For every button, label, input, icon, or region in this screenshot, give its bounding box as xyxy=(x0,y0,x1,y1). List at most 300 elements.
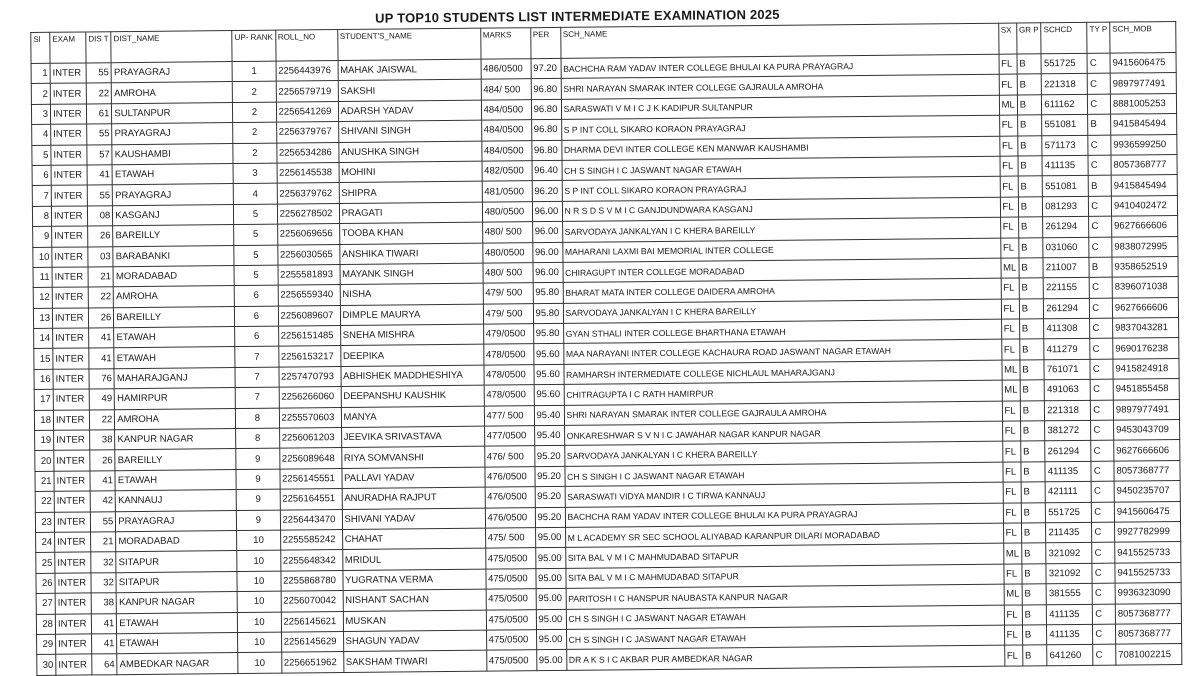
cell-marks: 484/0500 xyxy=(481,120,531,141)
cell-per: 95.60 xyxy=(533,344,563,365)
cell-grp: B xyxy=(1017,74,1042,95)
cell-sch-mob: 8057368777 xyxy=(1111,154,1177,175)
cell-per: 95.40 xyxy=(534,405,564,426)
cell-up-rank: 10 xyxy=(238,632,281,653)
cell-per: 96.40 xyxy=(532,160,562,181)
cell-roll-no: 2256151485 xyxy=(278,326,340,347)
cell-sch-mob: 7081002215 xyxy=(1116,644,1182,665)
cell-per: 95.80 xyxy=(533,323,563,344)
cell-dist: 55 xyxy=(90,511,116,532)
cell-typ: C xyxy=(1088,94,1111,115)
cell-dist: 76 xyxy=(89,369,115,390)
cell-marks: 476/0500 xyxy=(485,507,535,528)
cell-sch-name: SARASWATI VIDYA MANDIR I C TIRWA KANNAUJ xyxy=(565,482,1003,507)
cell-up-rank: 3 xyxy=(233,163,276,184)
cell-per: 95.80 xyxy=(533,283,563,304)
cell-student-name: ABHISHEK MADDHESHIYA xyxy=(341,365,484,387)
cell-dist-name: MORADABAD xyxy=(116,531,237,553)
cell-sch-mob: 9627666606 xyxy=(1114,440,1180,461)
cell-marks: 479/ 500 xyxy=(483,303,533,324)
cell-roll-no: 2256070042 xyxy=(281,591,343,612)
cell-schcd: 221155 xyxy=(1043,278,1089,299)
cell-sx: ML xyxy=(999,95,1017,116)
cell-student-name: NISHA xyxy=(340,283,483,305)
cell-sch-name: SARVODAYA JANKALYAN I C KHERA BAREILLY xyxy=(562,217,1000,242)
cell-roll-no: 2256145551 xyxy=(280,468,342,489)
cell-exam: INTER xyxy=(52,308,88,329)
header-roll-no: ROLL_NO xyxy=(275,30,337,62)
cell-sch-name: BHARAT MATA INTER COLLEGE DAIDERA AMROHA xyxy=(563,278,1001,303)
cell-grp: B xyxy=(1019,339,1044,360)
cell-sch-name: BACHCHA RAM YADAV INTER COLLEGE BHULAI KA PURA PRAYAGRAJ xyxy=(561,54,999,79)
cell-sch-mob: 8057368777 xyxy=(1115,623,1181,644)
cell-sl: 2 xyxy=(31,84,50,105)
cell-student-name: SAKSHAM TIWARI xyxy=(343,650,486,672)
cell-student-name: SHIPRA xyxy=(339,182,482,204)
cell-dist: 32 xyxy=(91,572,117,593)
cell-up-rank: 6 xyxy=(235,326,278,347)
cell-typ: C xyxy=(1088,74,1111,95)
cell-grp: B xyxy=(1020,360,1045,381)
cell-grp: B xyxy=(1020,421,1045,442)
cell-sch-mob: 9690176238 xyxy=(1113,338,1179,359)
cell-dist-name: PRAYAGRAJ xyxy=(111,62,232,84)
cell-sx: FL xyxy=(1002,401,1020,422)
cell-schcd: 411308 xyxy=(1044,318,1090,339)
cell-grp: B xyxy=(1018,176,1043,197)
cell-typ: C xyxy=(1090,359,1113,380)
cell-sx: FL xyxy=(1000,217,1018,238)
cell-dist-name: BAREILLY xyxy=(113,225,234,247)
cell-typ: C xyxy=(1091,441,1114,462)
cell-schcd: 381272 xyxy=(1045,420,1091,441)
cell-typ: C xyxy=(1093,644,1116,665)
cell-dist: 38 xyxy=(91,593,117,614)
cell-schcd: 411135 xyxy=(1042,155,1088,176)
cell-up-rank: 8 xyxy=(236,428,279,449)
cell-exam: INTER xyxy=(56,654,92,675)
cell-sch-mob: 9453043709 xyxy=(1113,420,1179,441)
cell-up-rank: 6 xyxy=(235,285,278,306)
cell-typ: C xyxy=(1089,237,1112,258)
cell-dist: 03 xyxy=(88,246,114,267)
cell-marks: 479/0500 xyxy=(483,324,533,345)
cell-up-rank: 2 xyxy=(233,143,276,164)
cell-grp: B xyxy=(1022,604,1047,625)
cell-sx: FL xyxy=(1001,339,1019,360)
cell-schcd: 551081 xyxy=(1042,115,1088,136)
cell-sch-name: CHITRAGUPTA I C RATH HAMIRPUR xyxy=(564,380,1002,405)
cell-roll-no: 2256145538 xyxy=(277,162,339,183)
cell-dist: 38 xyxy=(90,430,116,451)
cell-up-rank: 10 xyxy=(238,652,281,673)
cell-dist-name: HAMIRPUR xyxy=(114,388,235,410)
cell-exam: INTER xyxy=(53,369,89,390)
header-dist-name: DIST_NAME xyxy=(111,31,232,63)
cell-per: 95.00 xyxy=(536,629,566,650)
cell-dist: 41 xyxy=(89,328,115,349)
cell-sl: 22 xyxy=(35,491,54,512)
cell-up-rank: 5 xyxy=(234,245,277,266)
cell-sch-name: S P INT COLL SIKARO KORAON PRAYAGRAJ xyxy=(562,177,1000,202)
cell-per: 96.00 xyxy=(532,242,562,263)
cell-sl: 6 xyxy=(32,165,51,186)
cell-exam: INTER xyxy=(51,185,87,206)
cell-sx: FL xyxy=(1001,299,1019,320)
cell-sx: FL xyxy=(999,136,1017,157)
cell-dist-name: BARABANKI xyxy=(113,245,234,267)
cell-sch-name: GYAN STHALI INTER COLLEGE BHARTHANA ETAWAH xyxy=(563,319,1001,344)
cell-exam: INTER xyxy=(54,491,90,512)
cell-dist-name: ETAWAH xyxy=(117,612,238,634)
cell-schcd: 411135 xyxy=(1047,624,1093,645)
cell-sl: 12 xyxy=(33,288,52,309)
cell-up-rank: 4 xyxy=(234,183,277,204)
cell-dist-name: MAHARAJGANJ xyxy=(114,367,235,389)
cell-roll-no: 2255648342 xyxy=(280,550,342,571)
cell-sx: ML xyxy=(1004,584,1022,605)
header-sx: SX xyxy=(998,23,1016,54)
cell-sch-mob: 9415606475 xyxy=(1114,501,1180,522)
cell-roll-no: 2257470793 xyxy=(279,366,341,387)
cell-per: 95.00 xyxy=(536,609,566,630)
cell-up-rank: 8 xyxy=(236,408,279,429)
cell-dist: 41 xyxy=(92,634,118,655)
cell-student-name: DIMPLE MAURYA xyxy=(340,304,483,326)
cell-sx: FL xyxy=(1000,238,1018,259)
cell-marks: 484/0500 xyxy=(481,99,531,120)
cell-roll-no: 2256153217 xyxy=(278,346,340,367)
cell-roll-no: 2256443976 xyxy=(276,61,338,82)
cell-student-name: SAKSHI xyxy=(338,80,481,102)
cell-sl: 15 xyxy=(34,349,53,370)
cell-up-rank: 10 xyxy=(237,530,280,551)
cell-up-rank: 5 xyxy=(234,204,277,225)
cell-per: 95.00 xyxy=(535,568,565,589)
cell-grp: B xyxy=(1019,319,1044,340)
cell-grp: B xyxy=(1021,482,1046,503)
cell-typ: C xyxy=(1087,53,1110,74)
cell-dist: 57 xyxy=(87,144,113,165)
cell-marks: 486/0500 xyxy=(481,59,531,80)
cell-roll-no: 2256579719 xyxy=(276,81,338,102)
cell-dist: 61 xyxy=(86,104,112,125)
cell-dist: 41 xyxy=(91,613,117,634)
cell-grp: B xyxy=(1018,135,1043,156)
cell-student-name: NISHANT SACHAN xyxy=(343,589,486,611)
cell-grp: B xyxy=(1019,258,1044,279)
cell-sx: FL xyxy=(1000,156,1018,177)
cell-schcd: 211435 xyxy=(1046,522,1092,543)
cell-sl: 18 xyxy=(34,410,53,431)
cell-sch-mob: 9927782999 xyxy=(1114,521,1180,542)
cell-sch-mob: 9415845494 xyxy=(1111,175,1177,196)
cell-sx: FL xyxy=(1004,645,1022,666)
document-page xyxy=(30,0,1194,671)
cell-exam: INTER xyxy=(51,124,87,145)
cell-marks: 476/0500 xyxy=(485,487,535,508)
cell-dist: 32 xyxy=(91,552,117,573)
cell-per: 96.80 xyxy=(531,79,561,100)
cell-per: 95.20 xyxy=(534,446,564,467)
cell-sch-name: SITA BAL V M I C MAHMUDABAD SITAPUR xyxy=(565,544,1003,569)
cell-schcd: 261294 xyxy=(1043,216,1089,237)
cell-roll-no: 2256278502 xyxy=(277,203,339,224)
cell-dist-name: AMROHA xyxy=(112,82,233,104)
cell-exam: INTER xyxy=(53,328,89,349)
cell-dist-name: MORADABAD xyxy=(113,265,234,287)
students-table xyxy=(30,21,1182,676)
cell-schcd: 381555 xyxy=(1046,583,1092,604)
cell-grp: B xyxy=(1017,95,1042,116)
cell-sch-name: DHARMA DEVI INTER COLLEGE KEN MANWAR KAUSHAMBI xyxy=(561,136,999,161)
cell-sch-name: CHIRAGUPT INTER COLLEGE MORADABAD xyxy=(563,258,1001,283)
cell-marks: 481/0500 xyxy=(482,181,532,202)
cell-marks: 478/0500 xyxy=(484,385,534,406)
cell-up-rank: 5 xyxy=(234,224,277,245)
cell-dist: 41 xyxy=(89,348,115,369)
cell-per: 95.00 xyxy=(535,548,565,569)
cell-typ: C xyxy=(1092,542,1115,563)
cell-dist-name: KANNAUJ xyxy=(115,490,236,512)
cell-exam: INTER xyxy=(50,83,86,104)
cell-sx: FL xyxy=(1001,319,1019,340)
cell-roll-no: 2256164551 xyxy=(280,489,342,510)
cell-sx: FL xyxy=(1004,605,1022,626)
cell-per: 95.80 xyxy=(533,303,563,324)
cell-student-name: MAYANK SINGH xyxy=(340,263,483,285)
cell-dist-name: ETAWAH xyxy=(114,347,235,369)
cell-sch-name: MAHARANI LAXMI BAI MEMORIAL INTER COLLEGE xyxy=(562,238,1000,263)
cell-typ: C xyxy=(1090,379,1113,400)
cell-marks: 480/0500 xyxy=(482,242,532,263)
cell-sx: FL xyxy=(1003,503,1021,524)
cell-per: 95.20 xyxy=(535,507,565,528)
cell-dist-name: SULTANPUR xyxy=(112,102,233,124)
cell-dist-name: KANPUR NAGAR xyxy=(116,592,237,614)
cell-schcd: 081293 xyxy=(1043,196,1089,217)
cell-sx: FL xyxy=(999,115,1017,136)
cell-schcd: 551081 xyxy=(1042,176,1088,197)
cell-schcd: 571173 xyxy=(1042,135,1088,156)
cell-sl: 4 xyxy=(32,124,51,145)
cell-schcd: 421111 xyxy=(1045,482,1091,503)
cell-sx: ML xyxy=(1001,360,1019,381)
cell-student-name: TOOBA KHAN xyxy=(339,222,482,244)
cell-sl: 14 xyxy=(34,328,53,349)
cell-grp: B xyxy=(1022,564,1047,585)
cell-exam: INTER xyxy=(52,287,88,308)
cell-up-rank: 9 xyxy=(236,449,279,470)
cell-sx: ML xyxy=(1001,258,1019,279)
cell-roll-no: 2256379767 xyxy=(276,122,338,143)
cell-up-rank: 10 xyxy=(238,612,281,633)
cell-sch-mob: 8057368777 xyxy=(1114,460,1180,481)
cell-marks: 476/ 500 xyxy=(484,446,534,467)
header-exam: EXAM xyxy=(50,32,86,63)
cell-grp: B xyxy=(1020,400,1045,421)
cell-sl: 27 xyxy=(36,593,55,614)
cell-schcd: 761071 xyxy=(1044,359,1090,380)
cell-marks: 480/0500 xyxy=(482,201,532,222)
cell-sch-name: CH S SINGH I C JASWANT NAGAR ETAWAH xyxy=(562,156,1000,181)
cell-schcd: 261294 xyxy=(1044,298,1090,319)
header-student-name: STUDENT'S_NAME xyxy=(337,28,480,60)
cell-sch-name: S P INT COLL SIKARO KORAON PRAYAGRAJ xyxy=(561,115,999,140)
cell-typ: B xyxy=(1088,114,1111,135)
cell-sch-name: CH S SINGH I C JASWANT NAGAR ETAWAH xyxy=(564,462,1002,487)
cell-typ: C xyxy=(1091,481,1114,502)
cell-marks: 475/0500 xyxy=(485,548,535,569)
cell-grp: B xyxy=(1021,462,1046,483)
cell-per: 96.20 xyxy=(532,181,562,202)
cell-per: 96.00 xyxy=(532,222,562,243)
cell-sl: 20 xyxy=(35,451,54,472)
cell-sl: 25 xyxy=(36,553,55,574)
cell-marks: 480/ 500 xyxy=(482,222,532,243)
cell-marks: 475/0500 xyxy=(486,630,536,651)
cell-exam: INTER xyxy=(55,593,91,614)
header-grp: GR P xyxy=(1016,23,1041,54)
cell-dist-name: ETAWAH xyxy=(115,469,236,491)
cell-dist: 21 xyxy=(91,532,117,553)
cell-dist: 41 xyxy=(87,165,113,186)
cell-sl: 10 xyxy=(33,247,52,268)
cell-grp: B xyxy=(1018,217,1043,238)
cell-sx: FL xyxy=(999,54,1017,75)
cell-exam: INTER xyxy=(51,145,87,166)
cell-roll-no: 2256534286 xyxy=(276,142,338,163)
cell-sch-mob: 9450235707 xyxy=(1114,481,1180,502)
cell-grp: B xyxy=(1021,543,1046,564)
cell-grp: B xyxy=(1021,523,1046,544)
cell-sch-name: SARVODAYA JANKALYAN I C KHERA BAREILLY xyxy=(563,299,1001,324)
cell-typ: C xyxy=(1093,624,1116,645)
cell-sx: ML xyxy=(1003,543,1021,564)
cell-student-name: MRIDUL xyxy=(342,549,485,571)
cell-per: 95.20 xyxy=(535,487,565,508)
cell-dist: 41 xyxy=(90,471,116,492)
cell-sx: FL xyxy=(1002,421,1020,442)
cell-typ: C xyxy=(1090,339,1113,360)
cell-sl: 17 xyxy=(34,390,53,411)
cell-student-name: CHAHAT xyxy=(342,528,485,550)
cell-up-rank: 7 xyxy=(235,387,278,408)
cell-exam: INTER xyxy=(51,206,87,227)
cell-per: 96.80 xyxy=(531,120,561,141)
cell-sl: 30 xyxy=(37,655,56,676)
cell-exam: INTER xyxy=(54,471,90,492)
cell-roll-no: 2255868780 xyxy=(280,570,342,591)
cell-roll-no: 2256266060 xyxy=(279,387,341,408)
cell-roll-no: 2256145629 xyxy=(281,631,343,652)
cell-exam: INTER xyxy=(54,430,90,451)
cell-sx: FL xyxy=(1003,482,1021,503)
cell-sch-mob: 8057368777 xyxy=(1115,603,1181,624)
cell-exam: INTER xyxy=(52,246,88,267)
cell-typ: C xyxy=(1090,318,1113,339)
cell-dist-name: AMBEDKAR NAGAR xyxy=(117,653,238,675)
cell-up-rank: 9 xyxy=(237,510,280,531)
cell-grp: B xyxy=(1018,197,1043,218)
cell-sx: FL xyxy=(999,74,1017,95)
cell-sch-name: ONKARESHWAR S V N I C JAWAHAR NAGAR KANPUR NAGAR xyxy=(564,421,1002,446)
cell-sch-mob: 9936323090 xyxy=(1115,583,1181,604)
cell-per: 95.40 xyxy=(534,425,564,446)
cell-sch-name: MAA NARAYANI INTER COLLEGE KACHAURA ROAD JASWANT NAGAR ETAWAH xyxy=(563,340,1001,365)
cell-per: 96.00 xyxy=(533,262,563,283)
cell-exam: INTER xyxy=(53,410,89,431)
cell-exam: INTER xyxy=(55,573,91,594)
cell-grp: B xyxy=(1019,278,1044,299)
cell-sch-mob: 9451855458 xyxy=(1113,379,1179,400)
cell-sch-mob: 9838072995 xyxy=(1112,236,1178,257)
cell-dist: 55 xyxy=(87,185,113,206)
cell-per: 97.20 xyxy=(531,58,561,79)
cell-sch-name: SARVODAYA JANKALYAN I C KHERA BAREILLY xyxy=(564,442,1002,467)
cell-sch-mob: 9410402472 xyxy=(1111,195,1177,216)
cell-sl: 19 xyxy=(35,430,54,451)
cell-up-rank: 2 xyxy=(233,122,276,143)
cell-student-name: JEEVIKA SRIVASTAVA xyxy=(341,426,484,448)
cell-grp: B xyxy=(1017,54,1042,75)
cell-exam: INTER xyxy=(53,348,89,369)
cell-student-name: ANUSHKA SINGH xyxy=(338,141,481,163)
cell-sl: 1 xyxy=(31,63,50,84)
cell-sch-mob: 9897977491 xyxy=(1110,73,1176,94)
cell-dist: 55 xyxy=(87,124,113,145)
cell-grp: B xyxy=(1017,115,1042,136)
cell-dist-name: PRAYAGRAJ xyxy=(116,510,237,532)
cell-per: 96.00 xyxy=(532,201,562,222)
cell-sch-name: N R S D S V M I C GANJDUNDWARA KASGANJ xyxy=(562,197,1000,222)
cell-dist-name: AMROHA xyxy=(115,408,236,430)
cell-exam: INTER xyxy=(52,226,88,247)
cell-sl: 11 xyxy=(33,267,52,288)
cell-per: 96.80 xyxy=(531,140,561,161)
cell-sx: FL xyxy=(1004,625,1022,646)
cell-exam: INTER xyxy=(50,63,86,84)
cell-exam: INTER xyxy=(54,450,90,471)
cell-sch-name: CH S SINGH I C JASWANT NAGAR ETAWAH xyxy=(566,605,1004,630)
cell-student-name: RIYA SOMVANSHI xyxy=(341,447,484,469)
cell-marks: 476/0500 xyxy=(484,466,534,487)
cell-typ: C xyxy=(1089,216,1112,237)
cell-student-name: SHIVANI YADAV xyxy=(342,508,485,530)
cell-exam: INTER xyxy=(55,613,91,634)
cell-exam: INTER xyxy=(50,104,86,125)
cell-sl: 8 xyxy=(32,206,51,227)
cell-marks: 475/ 500 xyxy=(485,528,535,549)
cell-up-rank: 9 xyxy=(236,469,279,490)
header-per: PER xyxy=(530,27,560,58)
cell-typ: C xyxy=(1091,461,1114,482)
cell-marks: 478/0500 xyxy=(484,365,534,386)
cell-typ: B xyxy=(1088,175,1111,196)
cell-grp: B xyxy=(1019,237,1044,258)
cell-dist: 26 xyxy=(90,450,116,471)
cell-schcd: 411135 xyxy=(1047,604,1093,625)
header-sch-mob: SCH_MOB xyxy=(1110,22,1176,54)
cell-marks: 484/0500 xyxy=(481,140,531,161)
cell-sch-name: DR A K S I C AKBAR PUR AMBEDKAR NAGAR xyxy=(566,646,1004,671)
cell-marks: 475/0500 xyxy=(486,650,536,671)
cell-schcd: 491063 xyxy=(1044,380,1090,401)
cell-typ: C xyxy=(1091,420,1114,441)
cell-roll-no: 2255581893 xyxy=(278,264,340,285)
cell-dist: 26 xyxy=(88,307,114,328)
cell-up-rank: 2 xyxy=(233,102,276,123)
